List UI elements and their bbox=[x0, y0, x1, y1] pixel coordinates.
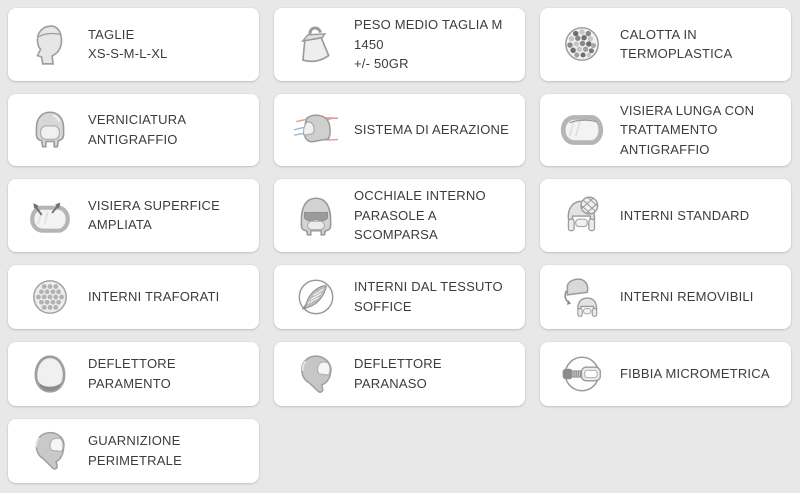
chin-curtain-icon bbox=[26, 350, 74, 398]
feature-label: VERNICIATURA ANTIGRAFFIO bbox=[88, 112, 187, 147]
feature-card-visiera-ampliata bbox=[8, 179, 259, 252]
feather-icon bbox=[292, 273, 340, 321]
feature-card-guarnizione bbox=[8, 419, 259, 483]
feature-label: TAGLIE XS-S-M-L-XL bbox=[88, 26, 168, 62]
feature-card-visiera-lunga bbox=[540, 94, 791, 167]
jet-helmet-front-icon bbox=[26, 106, 74, 154]
feature-label: GUARNIZIONE PERIMETRALE bbox=[88, 433, 182, 468]
standard-liner-icon bbox=[558, 191, 606, 239]
long-visor-icon bbox=[558, 106, 606, 154]
feature-card-taglie bbox=[8, 8, 259, 81]
thermoplastic-shell-icon bbox=[558, 20, 606, 68]
feature-label: DEFLETTORE PARANASO bbox=[354, 356, 442, 391]
airflow-helmet-icon bbox=[292, 106, 340, 154]
feature-label: VISIERA SUPERFICE AMPLIATA bbox=[88, 197, 220, 233]
feature-card-peso bbox=[274, 8, 525, 81]
feature-label: PESO MEDIO TAGLIA M 1450 +/- 50GR bbox=[354, 17, 503, 71]
feature-label: DEFLETTORE PARAMENTO bbox=[88, 356, 176, 391]
wide-visor-arrows-icon bbox=[26, 191, 74, 239]
feature-card-interni-standard bbox=[540, 179, 791, 252]
feature-card-deflettore-paramento bbox=[8, 342, 259, 406]
feature-card-verniciatura bbox=[8, 94, 259, 167]
feature-card-occhiale-interno bbox=[274, 179, 525, 252]
feature-card-aerazione bbox=[274, 94, 525, 167]
feature-label: SISTEMA DI AERAZIONE bbox=[354, 122, 509, 137]
feature-label: FIBBIA MICROMETRICA bbox=[620, 365, 770, 381]
head-silhouette-icon bbox=[26, 20, 74, 68]
sun-visor-helmet-icon bbox=[292, 191, 340, 239]
micrometric-buckle-icon bbox=[558, 350, 606, 398]
feature-label: OCCHIALE INTERNO PARASOLE A SCOMPARSA bbox=[354, 188, 486, 242]
removable-liner-icon bbox=[558, 273, 606, 321]
perforated-liner-icon bbox=[26, 273, 74, 321]
feature-card-interni-traforati bbox=[8, 265, 259, 329]
feature-label: INTERNI STANDARD bbox=[620, 207, 750, 223]
full-face-helmet-icon bbox=[292, 350, 340, 398]
feature-card-tessuto-soffice bbox=[274, 265, 525, 329]
feature-label: INTERNI TRAFORATI bbox=[88, 288, 220, 304]
perimeter-seal-helmet-icon bbox=[26, 427, 74, 475]
feature-label: INTERNI DAL TESSUTO SOFFICE bbox=[354, 279, 503, 314]
feature-card-fibbia bbox=[540, 342, 791, 406]
feature-card-interni-removibili bbox=[540, 265, 791, 329]
feature-label: CALOTTA IN TERMOPLASTICA bbox=[620, 26, 733, 62]
feature-card-calotta bbox=[540, 8, 791, 81]
feature-label: VISIERA LUNGA CON TRATTAMENTO ANTIGRAFFIO bbox=[620, 102, 755, 157]
feature-card-deflettore-paranaso bbox=[274, 342, 525, 406]
feature-label: INTERNI REMOVIBILI bbox=[620, 288, 754, 304]
weight-icon bbox=[292, 20, 340, 68]
